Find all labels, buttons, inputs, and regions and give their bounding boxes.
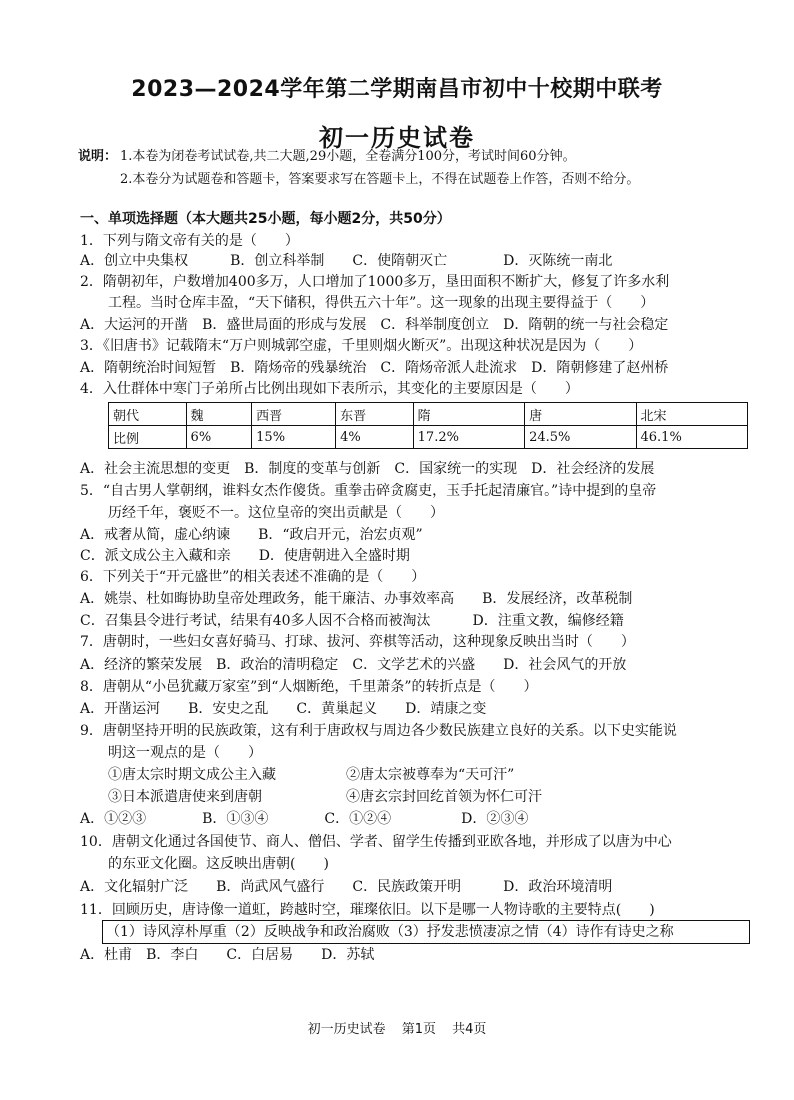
exam-subtitle: 初一历史试卷 bbox=[319, 124, 475, 152]
exam-title: 2023—2024学年第二学期南昌市初中十校期中联考 bbox=[131, 77, 663, 102]
table-cell: 24.5% bbox=[525, 426, 636, 449]
option-line: A．社会主流思想的变更 B．制度的变革与创新 C．国家统一的实现 D．社会经济的发展 bbox=[80, 461, 655, 477]
table-cell: 北宋 bbox=[636, 403, 748, 426]
footer-name: 初一历史试卷 bbox=[307, 1022, 386, 1037]
question-line: 10．唐朝文化通过各国使节、商人、僧侣、学者、留学生传播到亚欧各地，并形成了以唐为中心 bbox=[80, 834, 672, 850]
option-line: A．经济的繁荣发展 B．政治的清明稳定 C．文学艺术的兴盛 D．社会风气的开放 bbox=[80, 657, 627, 673]
table-cell: 魏 bbox=[186, 403, 252, 426]
option-line: A．开凿运河 B．安史之乱 C．黄巢起义 D．靖康之变 bbox=[80, 701, 487, 717]
table-cell: 46.1% bbox=[636, 426, 748, 449]
footer-page: 第1页 bbox=[401, 1022, 436, 1037]
table-cell: 隋 bbox=[413, 403, 524, 426]
table-cell: 比例 bbox=[109, 426, 187, 449]
table-cell: 17.2% bbox=[413, 426, 524, 449]
question-line: 6．下列关于“开元盛世”的相关表述不准确的是（ ） bbox=[80, 569, 426, 585]
question-line: 9．唐朝坚持开明的民族政策，这有利于唐政权与周边各少数民族建立良好的关系。以下史实能说 bbox=[80, 723, 677, 739]
table-cell: 6% bbox=[186, 426, 252, 449]
table-cell: 4% bbox=[336, 426, 414, 449]
table-cell: 朝代 bbox=[109, 403, 187, 426]
instructions-label: 说明： bbox=[78, 149, 118, 164]
option-line: C．召集县令进行考试，结果有40多人因不合格而被淘汰 D．注重文教，编修经籍 bbox=[80, 613, 624, 629]
table-row bbox=[109, 403, 748, 426]
option-line: A．①②③ B．①③④ C．①②④ D．②③④ bbox=[80, 811, 529, 827]
table-cell: 西晋 bbox=[252, 403, 336, 426]
option-line: A．创立中央集权 B．创立科举制 C．使隋朝灭亡 D．灭陈统一南北 bbox=[80, 253, 613, 269]
question-line: 1．下列与隋文帝有关的是（ ） bbox=[80, 233, 299, 249]
question-line: 工程。当时仓库丰盈，“天下储积，得供五六十年”。这一现象的出现主要得益于（ ） bbox=[80, 295, 655, 311]
option-line: A．姚崇、杜如晦协助皇帝处理政务，能干廉洁、办事效率高 B．发展经济，改革税制 bbox=[80, 591, 633, 607]
statement-line: ①唐太宗时期文成公主入藏 ②唐太宗被尊奉为“天可汗” bbox=[80, 767, 515, 783]
option-line: A．隋朝统治时间短暂 B．隋炀帝的残暴统治 C．隋炀帝派人赴流求 D．隋朝修建了赵州桥 bbox=[80, 360, 669, 376]
question-line: 7．唐朝时，一些妇女喜好骑马、打球、拔河、弈棋等活动，这种现象反映出当时（ ） bbox=[80, 634, 635, 650]
question-line: 明这一观点的是（ ） bbox=[80, 745, 262, 761]
traits-line: （1）诗风淳朴厚重（2）反映战争和政治腐败（3）抒发悲愤凄凉之情（4）诗作有诗史之称 bbox=[106, 924, 674, 940]
instruction-line-2: 2.本卷分为试题卷和答题卡，答案要求写在答题卡上，不得在试题卷上作答，否则不给分。 bbox=[120, 172, 640, 187]
ratio-table bbox=[108, 402, 748, 449]
table-cell: 唐 bbox=[525, 403, 636, 426]
question-line: 的东亚文化圈。这反映出唐朝( ) bbox=[80, 856, 329, 872]
question-line: 4．入仕群体中寒门子弟所占比例出现如下表所示，其变化的主要原因是（ ） bbox=[80, 381, 579, 397]
option-line: A．文化辐射广泛 B．尚武风气盛行 C．民族政策开明 D．政治环境清明 bbox=[80, 879, 613, 895]
question-line: 2．隋朝初年，户数增加400多万，人口增加了1000多万，垦田面积不断扩大，修复了许多水利 bbox=[80, 274, 670, 290]
section-heading: 一、单项选择题（本大题共25小题，每小题2分，共50分） bbox=[80, 211, 451, 227]
option-line: A．戒奢从简，虚心纳谏 B．“政启开元，治宏贞观” bbox=[80, 527, 423, 543]
question-line: 8．唐朝从“小邑犹藏万家室”到“人烟断绝，千里萧条”的转折点是（ ） bbox=[80, 679, 538, 695]
page-footer bbox=[0, 1018, 794, 1037]
question-line: 3．《旧唐书》记载隋末“万户则城郭空虚，千里则烟火断灭”。出现这种状况是因为（ ） bbox=[80, 338, 643, 354]
instruction-line-1: 1.本卷为闭卷考试试卷,共二大题,29小题，全卷满分100分，考试时间60分钟。 bbox=[120, 149, 576, 164]
table-cell: 东晋 bbox=[336, 403, 414, 426]
question-line: 11．回顾历史，唐诗像一道虹，跨越时空，璀璨依旧。以下是哪一人物诗歌的主要特点( ) bbox=[80, 902, 655, 918]
statement-line: ③日本派遣唐使来到唐朝 ④唐玄宗封回纥首领为怀仁可汗 bbox=[80, 789, 542, 805]
question-line: 5．“自古男人掌朝纲，谁料女杰作傻货。重拳击碎贪腐吏，玉手托起清廉官。”诗中提到的皇帝 bbox=[80, 483, 657, 499]
table-cell: 15% bbox=[252, 426, 336, 449]
option-line: C．派文成公主入藏和亲 D．使唐朝进入全盛时期 bbox=[80, 548, 410, 564]
table-row bbox=[109, 426, 748, 449]
option-line: A．大运河的开凿 B．盛世局面的形成与发展 C．科举制度创立 D．隋朝的统一与社会稳定 bbox=[80, 317, 669, 333]
option-line: A．杜甫 B．李白 C．白居易 D．苏轼 bbox=[80, 947, 375, 963]
footer-total: 共4页 bbox=[452, 1022, 487, 1037]
question-line: 历经千年，褒贬不一。这位皇帝的突出贡献是（ ） bbox=[80, 505, 444, 521]
